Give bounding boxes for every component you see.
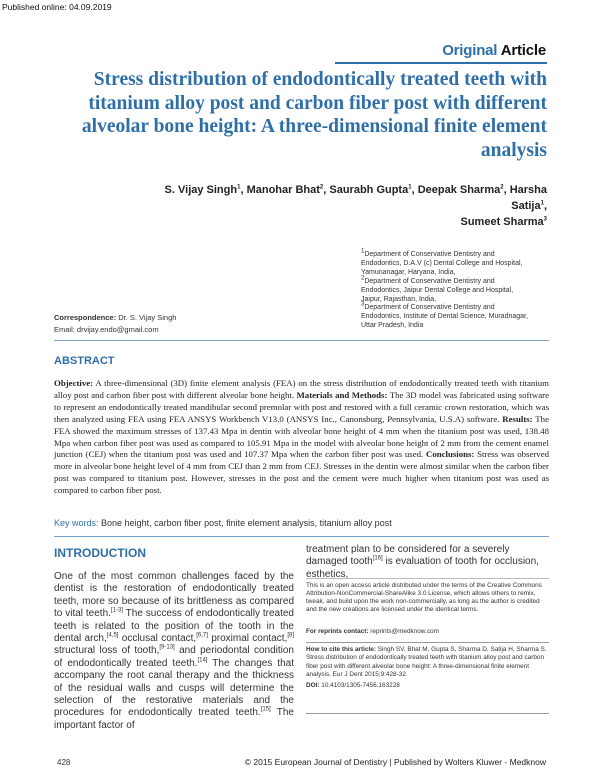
affiliation-text: Department of Conservative Dentistry and (364, 277, 495, 285)
page-number: 428 (57, 758, 71, 767)
citation-reference: [4,5] (106, 632, 119, 639)
body-text: One of the most common challenges faced by the dentist is the restoration of endodontically treated teeth, more so because of its brittleness as compared to vital teeth. (54, 571, 294, 620)
author-name: Sumeet Sharma (460, 216, 544, 228)
affiliation-line (361, 313, 553, 322)
citation-reference: [14] (197, 657, 208, 664)
citation-reference: [16] (372, 556, 383, 563)
affiliation-line (361, 248, 553, 260)
doi-label: DOI: (306, 681, 320, 689)
citation-box (306, 642, 549, 714)
author-list (150, 182, 547, 230)
keywords-divider (54, 536, 549, 537)
reprints-email[interactable]: reprints@medknow.com (368, 628, 439, 635)
correspondence-label: Correspondence: (54, 313, 117, 322)
affiliation-number: 1 (361, 248, 365, 255)
author-separator: , (323, 184, 330, 196)
keywords-text: Bone height, carbon fiber post, finite element analysis, titanium alloy post (98, 518, 392, 528)
author-name: Harsha Satija (509, 184, 547, 212)
body-text: occlusal contact, (118, 633, 197, 645)
correspondence-block (54, 312, 176, 336)
affiliations (361, 248, 553, 331)
affiliation-line (361, 304, 553, 313)
article-type-word-2: Article (500, 42, 546, 59)
author-separator: , (543, 200, 547, 212)
affiliation-text: Endodontics, Jaipur Dental College and Hospital, (361, 286, 514, 294)
author-affiliation-marker: 3 (543, 216, 547, 223)
affiliation-line (361, 269, 553, 278)
affiliation-text: Department of Conservative Dentistry and (364, 304, 495, 312)
affiliation-text: Endodontics, D.A.V (c) Dental College and Hospital, (361, 259, 523, 267)
published-date: Published online: 04.09.2019 (2, 2, 112, 12)
reprints-label: For reprints contact: (306, 628, 369, 635)
citation-body: Singh SV, Bhat M, Gupta S, Sharma D, Satija H, Sharma S. Stress distribution of endodontically treated teeth with titanium alloy post and carbon fiber post with different alveolar bone height: A three-dimensional finite element analysis. Eur J Dent 2015;9:428-32. (306, 646, 547, 679)
abstract-section-label: Objective: (54, 378, 94, 388)
section-divider (54, 340, 549, 341)
affiliation-text: Yamunanagar, Haryana, India, (361, 268, 456, 276)
body-text: and periodontal condition of endodontically treated teeth. (54, 645, 294, 669)
author-affiliation-marker: 2 (319, 184, 324, 191)
correspondence-line (54, 312, 176, 324)
email-line (54, 324, 176, 336)
author-affiliation-marker: 2 (500, 184, 504, 191)
body-text: structural loss of tooth, (54, 645, 160, 657)
affiliation-line (361, 287, 553, 296)
introduction-text-column-2 (306, 544, 549, 581)
license-notice: This is an open access article distributed under the terms of the Creative Commons Attribution-NonCommercial-ShareAlike 3.0 License, which allows others to remix, tweak, and build upon the work non-commercially, as long as the author is credited and the new creations are licensed under the identical terms. (306, 578, 549, 614)
affiliation-number: 2 (361, 275, 365, 282)
header-divider (335, 62, 547, 64)
abstract-section-text: Stress was observed more in alveolar bone height level of 4 mm from CEJ than 2 mm from CEJ. Stresses in the dentin were almost similar when the carbon fiber post was compared to titanium post. However, stresses in the post and the cement were much higher when titanium post was used as compared to carbon fiber post. (54, 449, 549, 496)
affiliation-line (361, 322, 553, 331)
article-type-word-1: Original (442, 42, 498, 59)
email-label: Email: (54, 325, 75, 334)
abstract-body (54, 378, 549, 497)
affiliation-text: Department of Conservative Dentistry and (364, 251, 495, 258)
body-text: treatment plan to be considered for a severely damaged tooth (306, 544, 510, 568)
citation-text (306, 646, 549, 680)
footer-copyright: © 2015 European Journal of Dentistry | Published by Wolters Kluwer - Medknow (244, 757, 546, 767)
doi-line (306, 682, 549, 690)
body-text: The important factor of (54, 707, 294, 731)
body-text: The success of endodontically treated teeth is related to the position of the tooth in the dental arch, (54, 608, 294, 645)
correspondence-name: Dr. S. Vijay Singh (116, 313, 177, 322)
article-type-label (442, 42, 546, 59)
affiliation-text: Jaipur, Rajasthan, India, (361, 295, 437, 303)
citation-reference: [15] (260, 707, 271, 714)
paper-title: Stress distribution of endodontically treated teeth with titanium alloy post and carbon fiber post with different alveolar bone height: A three-dimensional finite element analysis (81, 69, 547, 161)
affiliation-text: Uttar Pradesh, India (361, 322, 424, 330)
author-name: Manohar Bhat (246, 184, 320, 196)
doi-value[interactable]: 10.4103/1305-7456.163228 (319, 681, 400, 689)
author-separator: , (411, 184, 418, 196)
abstract-section-text: A three-dimensional (3D) finite element analysis (FEA) on the stress distribution of endodontically treated teeth with titanium alloy post and carbon fiber post with different alveolar bone height. (54, 378, 549, 400)
keywords-label: Key words: (54, 518, 99, 528)
author-affiliation-marker: 1 (408, 184, 412, 191)
body-text: proximal contact, (207, 633, 288, 645)
keywords-line (54, 518, 392, 528)
citation-reference: [6,7] (196, 632, 208, 639)
abstract-heading: ABSTRACT (54, 355, 115, 367)
abstract-section-label: Conclusions: (425, 449, 475, 460)
author-affiliation-marker: 1 (540, 200, 544, 207)
affiliation-line (361, 275, 553, 287)
author-separator: , (503, 184, 510, 196)
author-name: S. Vijay Singh (164, 184, 238, 196)
citation-reference: [1-3] (110, 607, 123, 614)
body-text: The changes that accompany the root canal therapy and the thickness of the residual walls and cusps will determine the selection of the restorative materials and the procedures for endodontically treated teeth. (54, 657, 294, 719)
author-name: Deepak Sharma (417, 184, 501, 196)
citation-reference: [9-13] (159, 645, 175, 652)
body-text: is evaluation of tooth for occlusion, esthetics, (306, 556, 539, 580)
abstract-section-text: The FEA showed the maximum stresses of 137.43 Mpa in dentin with alveolar bone height of 4 mm when the titanium post was used, 138.48 Mpa when carbon fiber post was used as compared to 105.91 Mpa in the model with alveolar bone height of 2 mm from the cement enamel junction (CEJ) when the titanium post was used and 107.37 Mpa when the carbon fiber post was used. (54, 413, 549, 460)
introduction-heading: INTRODUCTION (54, 546, 146, 560)
author-separator: , (240, 184, 247, 196)
abstract-section-label: Materials and Methods: (296, 389, 388, 400)
affiliation-text: Endodontics, Institute of Dental Science, Muradnagar, (361, 313, 528, 321)
abstract-section-text: The 3D model was fabricated using software to represent an endodontically treated mandibular second premolar with post and restored with a full ceramic crown restoration, which was then analyzed using FEA using FEA ANSYS Workbench V13.0 (ANSYS Inc., Canonsburg, Pennsylvania, U.S.A) software. (54, 389, 550, 424)
citation-reference: [8] (287, 632, 294, 639)
introduction-text-column-1 (54, 571, 294, 732)
author-name: Saurabh Gupta (329, 184, 409, 196)
abstract-section-label: Results: (502, 413, 533, 424)
affiliation-number: 3 (361, 302, 365, 309)
affiliation-line (361, 260, 553, 269)
citation-label: How to cite this article: (306, 646, 376, 653)
email-link[interactable]: drvijay.endo@gmail.com (74, 325, 159, 334)
author-affiliation-marker: 1 (237, 184, 241, 191)
reprints-contact (306, 628, 549, 635)
